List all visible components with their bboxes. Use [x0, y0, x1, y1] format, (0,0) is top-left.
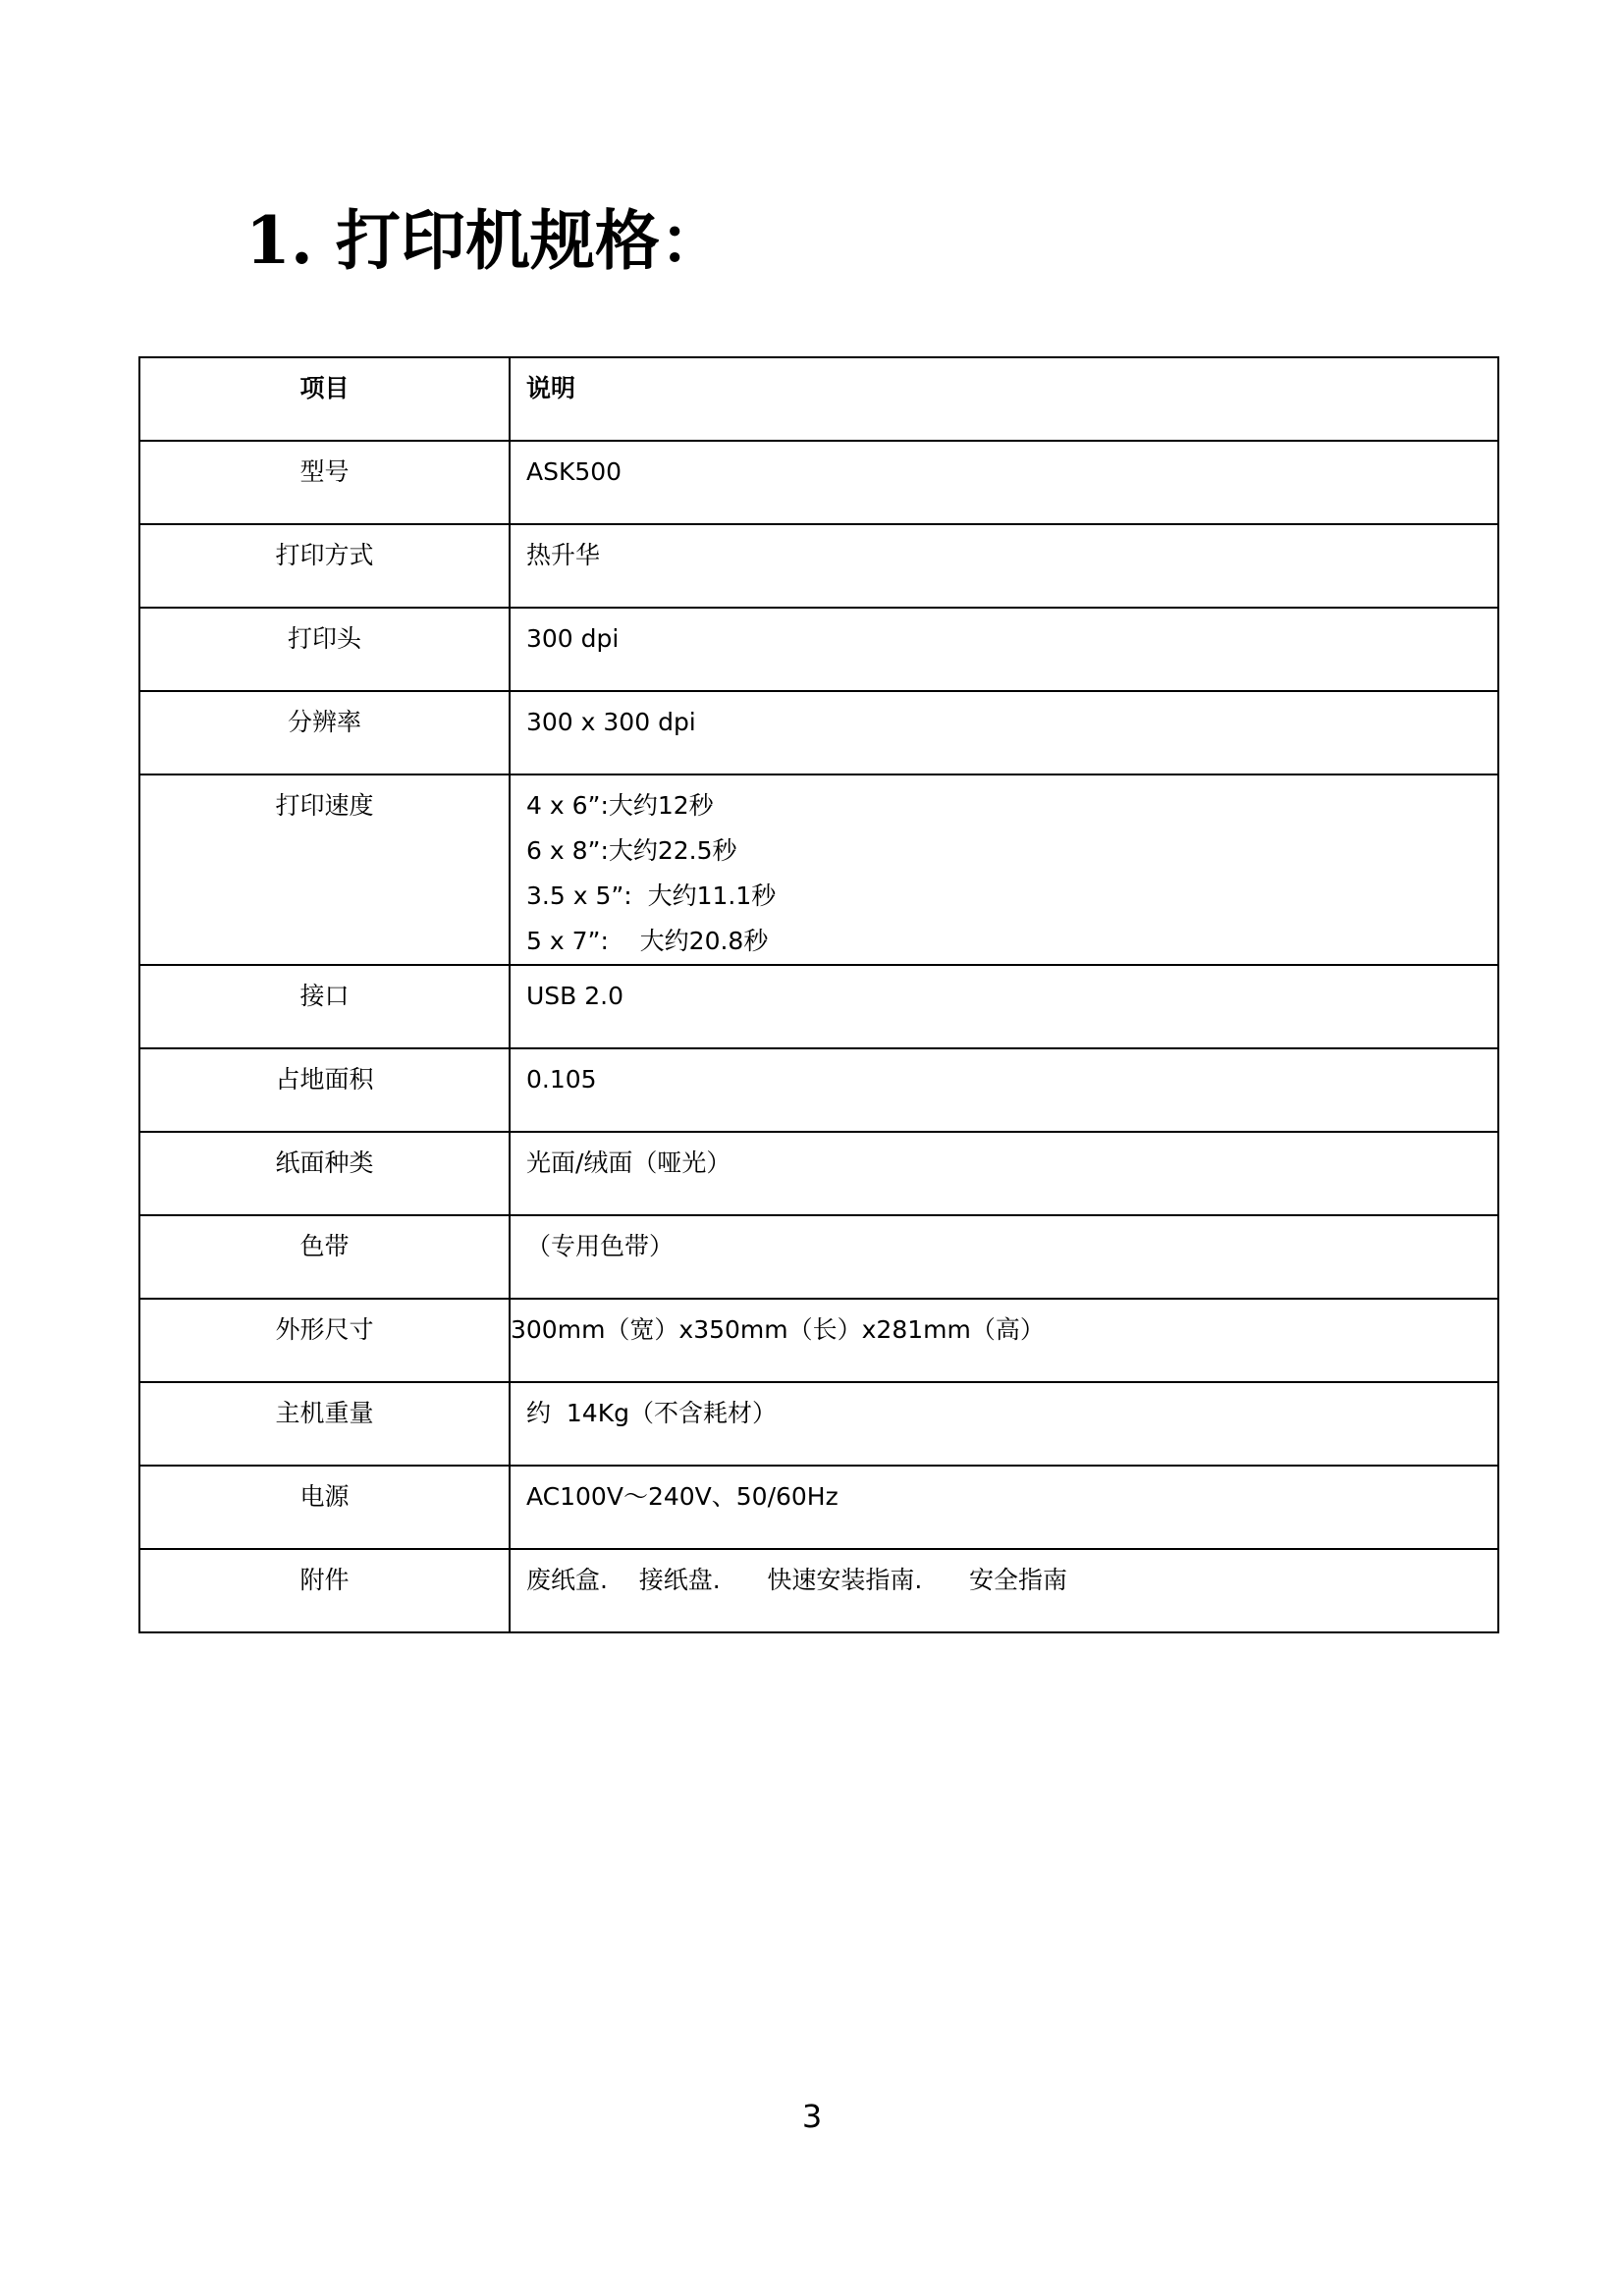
table-row: [139, 608, 1498, 691]
row-item-resolution: 分辨率: [139, 691, 510, 774]
row-desc-print-head: [510, 608, 1498, 691]
row-item-paper-type: 纸面种类: [139, 1132, 510, 1215]
row-desc-footprint: [510, 1048, 1498, 1132]
row-desc-power: [510, 1466, 1498, 1549]
desc-line: 300mm（宽）x350mm（长）x281mm（高）: [511, 1315, 1045, 1344]
page-title: 1. 打印机规格：: [245, 202, 725, 279]
table-row: [139, 691, 1498, 774]
desc-line: 300 dpi: [526, 624, 620, 653]
header-item: 项目: [139, 357, 510, 441]
row-item-accessories: 附件: [139, 1549, 510, 1632]
desc-line: 0.105: [526, 1065, 597, 1094]
row-desc-accessories: [510, 1549, 1498, 1632]
desc-line: 光面/绒面（哑光）: [526, 1148, 731, 1177]
desc-line: 3.5 x 5”: 大约11.1秒: [526, 881, 777, 910]
table-row: [139, 965, 1498, 1048]
desc-line: 300 x 300 dpi: [526, 708, 696, 736]
row-desc-model: [510, 441, 1498, 524]
desc-line: （专用色带）: [526, 1232, 675, 1260]
table-row: [139, 1466, 1498, 1549]
table-row: [139, 1549, 1498, 1632]
row-desc-ribbon: [510, 1215, 1498, 1299]
table-row: [139, 441, 1498, 524]
row-desc-paper-type: [510, 1132, 1498, 1215]
row-item-print-speed: 打印速度: [139, 774, 510, 965]
desc-line: AC100V～240V、50/60Hz: [526, 1482, 839, 1511]
row-item-print-method: 打印方式: [139, 524, 510, 608]
row-desc-weight: [510, 1382, 1498, 1466]
table-row: [139, 1048, 1498, 1132]
desc-line: 4 x 6”:大约12秒: [526, 791, 714, 820]
row-desc-interface: [510, 965, 1498, 1048]
row-item-power: 电源: [139, 1466, 510, 1549]
row-item-ribbon: 色带: [139, 1215, 510, 1299]
table-row: [139, 774, 1498, 965]
table-row: [139, 1382, 1498, 1466]
row-item-interface: 接口: [139, 965, 510, 1048]
row-item-dimensions: 外形尺寸: [139, 1299, 510, 1382]
page-number: 3: [801, 2098, 823, 2135]
table-row: [139, 1299, 1498, 1382]
spec-table: [138, 356, 1499, 1633]
desc-line: 约 14Kg（不含耗材）: [526, 1399, 777, 1427]
table-header-row: [139, 357, 1498, 441]
header-desc: 说明: [510, 357, 1498, 441]
desc-line: 热升华: [526, 541, 601, 569]
desc-line: ASK500: [526, 457, 623, 486]
desc-line: 6 x 8”:大约22.5秒: [526, 836, 737, 865]
row-item-print-head: 打印头: [139, 608, 510, 691]
table-row: [139, 1215, 1498, 1299]
row-desc-print-method: [510, 524, 1498, 608]
row-desc-dimensions: [510, 1299, 1498, 1382]
row-item-model: 型号: [139, 441, 510, 524]
desc-line: 废纸盒. 接纸盘. 快速安装指南. 安全指南: [526, 1566, 1067, 1594]
row-item-footprint: 占地面积: [139, 1048, 510, 1132]
desc-line: USB 2.0: [526, 982, 624, 1010]
table-row: [139, 1132, 1498, 1215]
desc-line: 5 x 7”: 大约20.8秒: [526, 927, 769, 955]
row-desc-print-speed: [510, 774, 1498, 965]
table-row: [139, 524, 1498, 608]
row-desc-resolution: [510, 691, 1498, 774]
row-item-weight: 主机重量: [139, 1382, 510, 1466]
